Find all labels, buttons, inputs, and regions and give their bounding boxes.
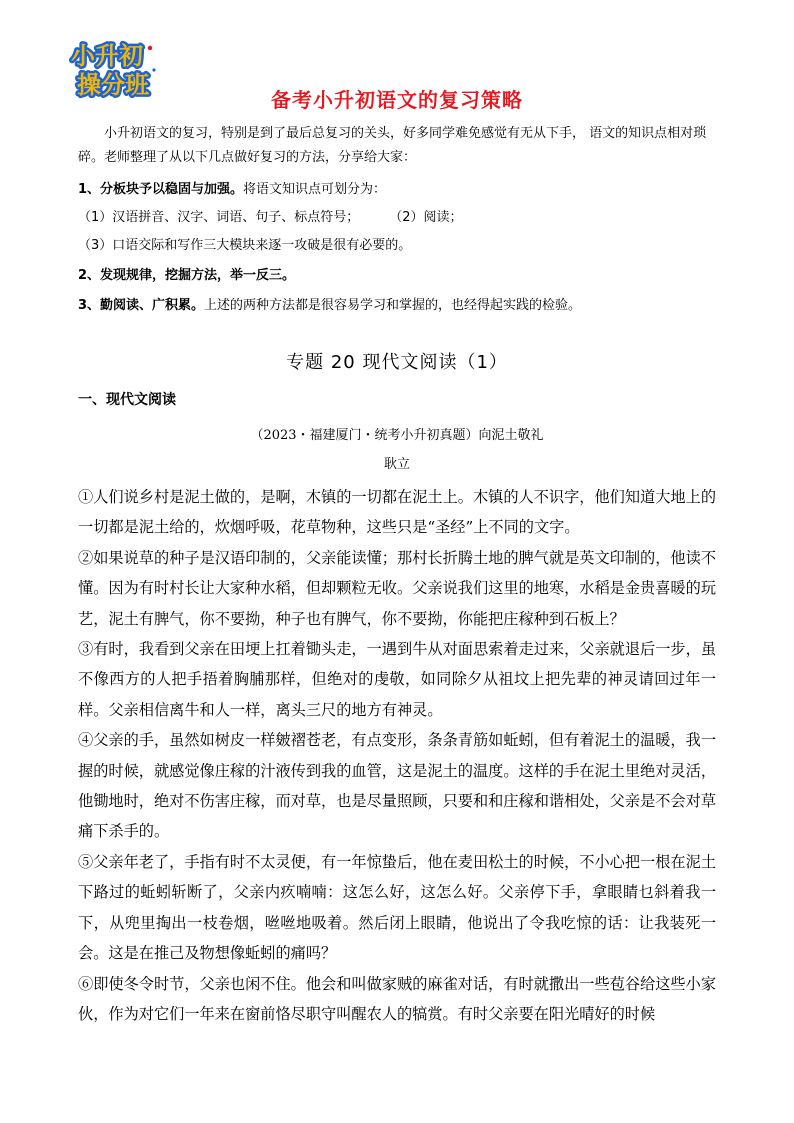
source-line: （2023・福建厦门・统考小升初真题）向泥土敬礼 [250,428,544,443]
point-2-heading: 2、发现规律，挖掘方法，举一反三。 [78,268,296,283]
point-1-heading: 1、分板块予以稳固与加强。 [78,182,244,197]
sub-item-3-row [78,234,730,258]
section-title: 一、现代文阅读 [78,392,176,408]
topic-title: 专题 20 现代文阅读（1） [286,352,508,373]
logo-line2: 操分班 [77,71,149,99]
point-3 [78,294,730,318]
point-3-text: 上述的两种方法都是很容易学习和掌握的，也经得起实践的检验。 [204,298,582,313]
point-1-text: 将语文知识点可划分为： [243,182,387,197]
article-paragraph-5: ⑤父亲年老了，手指有时不太灵便，有一年惊蛰后，他在麦田松土的时候，不小心把一根在泥土下路过的蚯蚓斩断了，父亲内疚喃喃：这怎么好，这怎么好。父亲停下手，拿眼睛乜斜着我一下，从兜里掏出一枝卷烟，咝咝地吸着。然后闭上眼睛，他说出了令我吃惊的话：让我装死一会。这是在推己及物想像蚯蚓的痛吗？ [78,852,716,963]
author-name: 耿立 [383,457,410,472]
logo-line1: 小升初 [71,42,143,70]
sub-item-3: （3）口语交际和写作三大模块来逐一攻破是很有必要的。 [78,238,412,253]
point-3-heading: 3、勤阅读、广积累。 [78,298,205,313]
sub-items-row [78,206,730,230]
logo-dot-icon [152,68,155,71]
article-paragraph-6: ⑥即使冬令时节，父亲也闲不住。他会和叫做家贼的麻雀对话，有时就撒出一些苞谷给这些小家伙，作为对它们一年来在窗前恪尽职守叫醒农人的犒赏。有时父亲要在阳光晴好的时候 [78,974,716,1023]
article-paragraph-3: ③有时，我看到父亲在田埂上扛着锄头走，一遇到牛从对面思索着走过来，父亲就退后一步，虽不像西方的人把手捂着胸脯那样，但绝对的虔敬，如同除夕从祖坟上把先辈的神灵请回过年一样。父亲相信离牛和人一样，离头三尺的地方有神灵。 [78,640,716,719]
article-body [78,482,716,1029]
article-paragraph-4: ④父亲的手，虽然如树皮一样皴褶苍老，有点变形，条条青筋如蚯蚓，但有着泥土的温暖，我一握的时候，就感觉像庄稼的汁液传到我的血管，这是泥土的温度。这样的手在泥土里绝对灵活，他锄地时，绝对不伤害庄稼，而对草，也是尽量照顾，只要和和庄稼和谐相处，父亲是不会对草痛下杀手的。 [78,731,716,841]
intro-paragraph: 小升初语文的复习，特别是到了最后总复习的关头，好多同学难免感觉有无从下手， 语文的知识点相对琐碎。老师整理了从以下几点做好复习的方法，分享给大家： [78,126,707,165]
logo-dot-icon [148,46,152,50]
point-2 [78,264,730,288]
main-title: 备考小升初语文的复习策略 [271,88,523,112]
point-1 [78,178,730,202]
sub-item-1: （1）汉语拼音、汉字、词语、句子、标点符号； [78,210,360,225]
sub-item-2: （2）阅读； [389,210,463,225]
intro-section [78,122,730,170]
article-paragraph-2: ②如果说草的种子是汉语印制的，父亲能读懂；那村长折腾土地的脾气就是英文印制的，他读不懂。因为有时村长让大家种水稻，但却颗粒无收。父亲说我们这里的地寒，水稻是金贵喜暖的玩艺，泥土有脾气，你不要拗，种子也有脾气，你不要拗，你能把庄稼种到石板上？ [78,548,716,628]
article-paragraph-1: ①人们说乡村是泥土做的，是啊，木镇的一切都在泥土上。木镇的人不识字，他们知道大地上的一切都是泥土给的，炊烟呼吸，花草物种，这些只是“圣经”上不同的文字。 [78,488,716,537]
